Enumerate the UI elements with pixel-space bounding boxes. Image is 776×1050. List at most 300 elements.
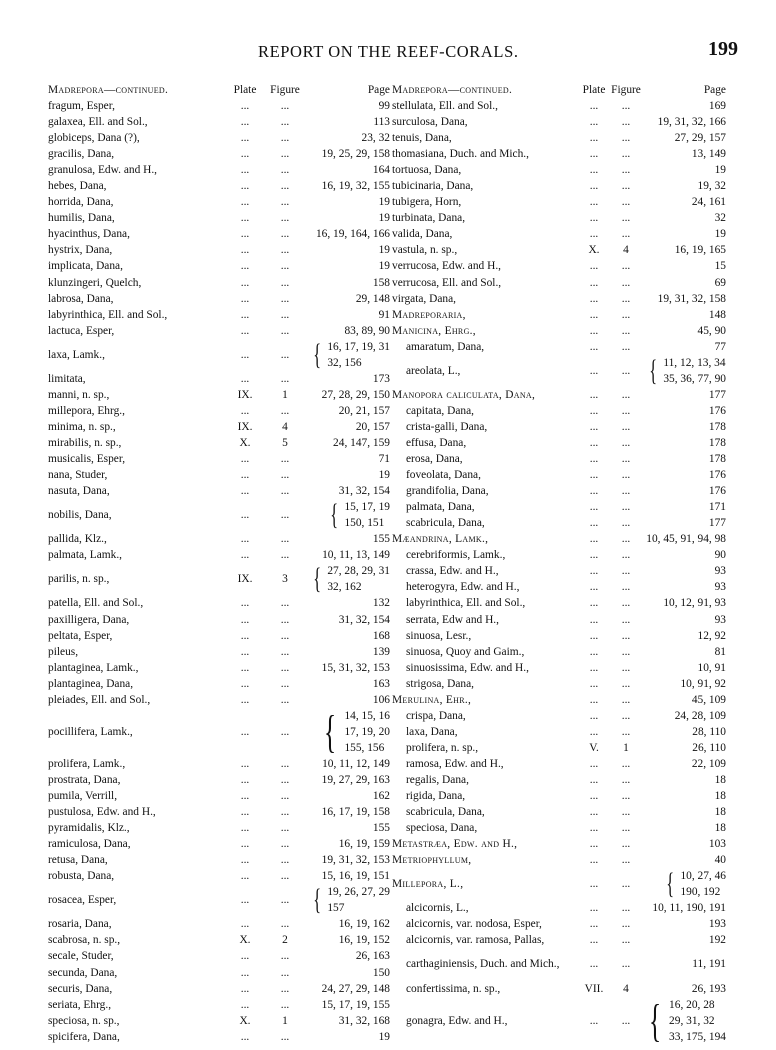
entry-plate: ... — [589, 501, 599, 514]
entry-pages: 19 — [378, 260, 390, 273]
entry-plate: ... — [589, 196, 599, 209]
entry-pages: 168 — [372, 629, 390, 642]
index-entry — [392, 916, 726, 932]
index-entry — [392, 242, 726, 258]
index-entry — [48, 226, 390, 242]
plate-header: Plate — [233, 84, 257, 96]
entry-name: hystrix, Dana, — [48, 244, 113, 257]
entry-pages: 177 — [708, 517, 726, 530]
entry-plate: ... — [240, 485, 250, 498]
entry-pages: 11, 191 — [692, 958, 726, 971]
genus-heading: Madrepora—continued. — [48, 84, 169, 96]
index-entry — [48, 307, 390, 323]
index-entry — [392, 162, 726, 178]
entry-plate: X. — [239, 436, 251, 449]
entry-figure: ... — [621, 436, 631, 449]
entry-plate: ... — [589, 629, 599, 642]
entry-name: pallida, Klz., — [48, 533, 107, 546]
running-title: REPORT ON THE REEF-CORALS. — [258, 42, 519, 61]
page-line: 15, 17, 19 — [344, 501, 390, 514]
entry-figure: ... — [280, 998, 290, 1011]
entry-plate: ... — [589, 693, 599, 706]
entry-name: pileus, — [48, 645, 79, 658]
entry-name: mirabilis, n. sp., — [48, 436, 122, 449]
entry-name: plantaginea, Dana, — [48, 677, 134, 690]
entry-pages: 31, 32, 168 — [338, 1014, 390, 1027]
index-entry — [392, 483, 726, 499]
entry-figure: ... — [280, 308, 290, 321]
brace-glyph: { — [330, 498, 339, 532]
entry-figure: ... — [621, 212, 631, 225]
entry-name: speciosa, Dana, — [406, 822, 478, 835]
entry-figure: ... — [621, 838, 631, 851]
figure-header: Figure — [270, 84, 300, 96]
index-entry — [392, 724, 726, 740]
left-column — [48, 83, 390, 1045]
index-entry — [392, 804, 726, 820]
entry-name: paxilligera, Dana, — [48, 613, 130, 626]
page-line: 27, 28, 29, 31 — [327, 565, 390, 578]
entry-plate: VII. — [584, 982, 604, 995]
entry-name: seriata, Ehrg., — [48, 998, 112, 1011]
index-entry — [392, 852, 726, 868]
index-entry — [392, 579, 726, 595]
entry-pages: 163 — [372, 677, 390, 690]
entry-plate: ... — [589, 581, 599, 594]
entry-figure: ... — [280, 854, 290, 867]
entry-name: Madreporaria, — [392, 308, 466, 321]
entry-name: crista-galli, Dana, — [406, 420, 488, 433]
index-entry — [48, 323, 390, 339]
entry-plate: ... — [240, 1030, 250, 1043]
entry-figure: ... — [621, 196, 631, 209]
entry-name: scabricula, Dana, — [406, 517, 485, 530]
entry-figure: ... — [621, 597, 631, 610]
entry-pages: 176 — [708, 485, 726, 498]
index-entry — [392, 146, 726, 162]
entry-pages: 15, 17, 19, 155 — [321, 998, 390, 1011]
entry-name: scabricula, Dana, — [406, 806, 485, 819]
entry-figure: ... — [280, 950, 290, 963]
entry-pages: 19 — [378, 244, 390, 257]
entry-plate: ... — [589, 364, 599, 377]
entry-plate: ... — [240, 244, 250, 257]
index-entry — [48, 467, 390, 483]
entry-plate: ... — [589, 469, 599, 482]
entry-pages: 16, 19, 164, 166 — [315, 228, 390, 241]
entry-pages: 193 — [708, 918, 726, 931]
entry-figure: ... — [621, 1014, 631, 1027]
entry-name: rosaria, Dana, — [48, 918, 112, 931]
entry-pages — [310, 884, 390, 916]
entry-plate: ... — [589, 292, 599, 305]
entry-figure: ... — [280, 100, 290, 112]
index-entry — [48, 612, 390, 628]
entry-figure: ... — [280, 453, 290, 466]
entry-plate: ... — [240, 677, 250, 690]
entry-figure: ... — [621, 116, 631, 129]
entry-pages: 99 — [378, 100, 390, 112]
entry-pages: 177 — [708, 388, 726, 401]
index-entry — [392, 756, 726, 772]
entry-figure: ... — [621, 132, 631, 145]
index-entry — [48, 868, 390, 884]
entry-figure: ... — [280, 677, 290, 690]
entry-figure: ... — [621, 773, 631, 786]
index-entry — [392, 994, 726, 1046]
entry-name: labyrinthica, Ell. and Sol., — [48, 308, 168, 321]
entry-pages: 93 — [714, 565, 726, 578]
entry-pages: 15, 16, 19, 151 — [321, 870, 390, 883]
entry-figure: ... — [280, 196, 290, 209]
entry-pages: 155 — [372, 822, 390, 835]
entry-name: implicata, Dana, — [48, 260, 123, 273]
entry-plate: ... — [240, 838, 250, 851]
page-header — [0, 38, 776, 64]
entry-plate: X. — [588, 244, 600, 257]
index-entry — [48, 852, 390, 868]
entry-plate: ... — [240, 725, 250, 738]
entry-figure: ... — [280, 838, 290, 851]
entry-name: alcicornis, L., — [406, 902, 469, 915]
entry-figure: ... — [280, 292, 290, 305]
entry-name: alcicornis, var. ramosa, Pallas, — [406, 934, 545, 947]
entry-name: laxa, Lamk., — [48, 348, 105, 361]
page-line: 16, 17, 19, 31 — [327, 340, 390, 353]
index-entry — [48, 194, 390, 210]
index-entry — [48, 547, 390, 563]
entry-figure: ... — [621, 693, 631, 706]
entry-name: robusta, Dana, — [48, 870, 115, 883]
entry-name: surculosa, Dana, — [392, 116, 468, 129]
entry-name: verrucosa, Ell. and Sol., — [392, 276, 502, 289]
page-line: 33, 175, 194 — [669, 1030, 726, 1043]
entry-plate: ... — [240, 260, 250, 273]
entry-figure: ... — [621, 902, 631, 915]
entry-pages: 18 — [714, 773, 726, 786]
entry-figure: ... — [621, 469, 631, 482]
entry-figure: ... — [621, 180, 631, 193]
entry-figure: ... — [280, 348, 290, 361]
page-lines — [344, 499, 390, 531]
index-entry — [48, 660, 390, 676]
entry-figure: ... — [621, 485, 631, 498]
entry-figure: ... — [621, 308, 631, 321]
entry-plate: ... — [589, 324, 599, 337]
entry-plate: ... — [240, 549, 250, 562]
entry-name: minima, n. sp., — [48, 420, 116, 433]
entry-name: patella, Ell. and Sol., — [48, 597, 144, 610]
entry-figure: ... — [621, 645, 631, 658]
entry-figure: ... — [280, 469, 290, 482]
entry-plate: ... — [589, 340, 599, 353]
entry-plate: ... — [240, 918, 250, 931]
entry-plate: ... — [589, 790, 599, 803]
entry-pages: 29, 148 — [355, 292, 390, 305]
entry-figure: ... — [621, 324, 631, 337]
index-entry — [392, 258, 726, 274]
index-entry — [48, 371, 390, 387]
entry-plate: ... — [240, 966, 250, 979]
entry-plate: ... — [589, 878, 599, 891]
entry-name: palmata, Lamk., — [48, 549, 123, 562]
entry-name: labyrinthica, Ell. and Sol., — [406, 597, 526, 610]
entry-figure: ... — [280, 549, 290, 562]
entry-figure: ... — [621, 854, 631, 867]
entry-pages: 18 — [714, 806, 726, 819]
index-entry — [48, 483, 390, 499]
entry-figure: ... — [621, 276, 631, 289]
entry-pages: 19 — [714, 228, 726, 241]
entry-pages: 16, 19, 32, 155 — [321, 180, 390, 193]
entry-figure: ... — [621, 100, 631, 112]
index-entry — [392, 788, 726, 804]
page-header-label: Page — [367, 84, 390, 96]
index-entry — [48, 595, 390, 611]
entry-figure: ... — [280, 276, 290, 289]
entry-pages: 22, 109 — [691, 757, 726, 770]
entry-pages — [644, 994, 726, 1046]
entry-plate: ... — [240, 148, 250, 161]
entry-plate: ... — [240, 509, 250, 522]
plate-header: Plate — [582, 84, 606, 96]
entry-figure: ... — [280, 757, 290, 770]
entry-figure: ... — [621, 918, 631, 931]
entry-plate: ... — [589, 228, 599, 241]
page-lines — [327, 339, 390, 371]
entry-figure: ... — [280, 790, 290, 803]
entry-plate: ... — [589, 725, 599, 738]
entry-figure: ... — [280, 244, 290, 257]
entry-pages: 83, 89, 90 — [344, 324, 390, 337]
entry-figure: ... — [621, 958, 631, 971]
entry-pages: 15 — [714, 260, 726, 273]
entry-name: lactuca, Esper, — [48, 324, 115, 337]
entry-plate: ... — [589, 709, 599, 722]
index-entry — [48, 820, 390, 836]
entry-pages: 91 — [378, 308, 390, 321]
entry-pages — [310, 563, 390, 595]
entry-pages: 19 — [378, 212, 390, 225]
entry-plate: ... — [240, 533, 250, 546]
entry-name: amaratum, Dana, — [406, 340, 485, 353]
entry-plate: ... — [589, 148, 599, 161]
entry-pages: 155 — [372, 533, 390, 546]
entry-name: horrida, Dana, — [48, 196, 114, 209]
entry-figure: ... — [280, 132, 290, 145]
entry-plate: ... — [589, 308, 599, 321]
entry-pages: 24, 147, 159 — [333, 436, 390, 449]
entry-pages: 19, 32 — [697, 180, 726, 193]
entry-figure: ... — [280, 148, 290, 161]
entry-pages: 26, 110 — [692, 741, 726, 754]
figure-header: Figure — [611, 84, 641, 96]
entry-figure: ... — [280, 661, 290, 674]
index-entry — [48, 628, 390, 644]
entry-name: ramiculosa, Dana, — [48, 838, 131, 851]
entry-plate: ... — [589, 549, 599, 562]
entry-pages: 103 — [708, 838, 726, 851]
index-entry — [48, 403, 390, 419]
entry-name: scabrosa, n. sp., — [48, 934, 121, 947]
entry-name: effusa, Dana, — [406, 436, 467, 449]
entry-plate: ... — [589, 838, 599, 851]
entry-plate: ... — [589, 677, 599, 690]
entry-pages: 171 — [708, 501, 726, 514]
entry-name: peltata, Esper, — [48, 629, 113, 642]
entry-name: Metriophyllum, — [392, 854, 472, 867]
entry-name: Merulina, Ehr., — [392, 693, 472, 706]
entry-pages: 10, 45, 91, 94, 98 — [646, 533, 726, 546]
entry-plate: IX. — [237, 573, 253, 586]
entry-name: serrata, Edw and H., — [406, 613, 499, 626]
page-number: 199 — [708, 38, 738, 60]
index-entry — [48, 965, 390, 981]
entry-plate: ... — [589, 1014, 599, 1027]
entry-figure: ... — [280, 509, 290, 522]
entry-name: Millepora, L., — [392, 878, 464, 891]
entry-pages: 32 — [714, 212, 726, 225]
index-entry — [392, 515, 726, 531]
index-entry — [392, 435, 726, 451]
index-entry — [392, 644, 726, 660]
entry-figure: ... — [280, 116, 290, 129]
entry-pages: 20, 21, 157 — [338, 404, 390, 417]
index-entry — [48, 178, 390, 194]
entry-name: prostrata, Dana, — [48, 773, 121, 786]
entry-pages: 150 — [372, 966, 390, 979]
entry-pages — [646, 355, 726, 387]
index-entry — [48, 948, 390, 964]
page-line: 11, 12, 13, 34 — [663, 356, 726, 369]
page-lines — [344, 708, 390, 756]
entry-pages: 24, 161 — [691, 196, 726, 209]
entry-pages: 45, 109 — [691, 693, 726, 706]
entry-plate: ... — [589, 100, 599, 112]
index-entry — [392, 868, 726, 900]
index-entry — [48, 692, 390, 708]
brace-glyph: { — [313, 337, 322, 371]
entry-name: secale, Studer, — [48, 950, 114, 963]
entry-plate: ... — [589, 773, 599, 786]
entry-figure: ... — [621, 404, 631, 417]
entry-pages — [319, 705, 390, 757]
entry-plate: ... — [240, 404, 250, 417]
entry-pages: 16, 19, 162 — [338, 918, 390, 931]
entry-plate: ... — [589, 116, 599, 129]
index-entry — [392, 451, 726, 467]
entry-pages: 26, 193 — [691, 982, 726, 995]
entry-pages: 192 — [708, 934, 726, 947]
entry-figure: ... — [280, 966, 290, 979]
index-entry — [392, 291, 726, 307]
entry-plate: ... — [240, 982, 250, 995]
entry-plate: ... — [240, 773, 250, 786]
index-entry — [48, 451, 390, 467]
page-line: 150, 151 — [344, 517, 385, 530]
entry-plate: ... — [240, 228, 250, 241]
entry-figure: ... — [280, 806, 290, 819]
entry-pages: 90 — [714, 549, 726, 562]
entry-plate: ... — [589, 212, 599, 225]
entry-name: pocillifera, Lamk., — [48, 725, 133, 738]
index-entry — [392, 499, 726, 515]
entry-figure: ... — [280, 613, 290, 626]
entry-name: Manicina, Ehrg., — [392, 324, 476, 337]
entry-pages: 19 — [714, 164, 726, 177]
entry-figure: ... — [621, 364, 631, 377]
index-entry — [48, 275, 390, 291]
index-entry — [48, 804, 390, 820]
entry-plate: ... — [589, 806, 599, 819]
entry-name: millepora, Ehrg., — [48, 404, 125, 417]
entry-pages: 19 — [378, 1030, 390, 1043]
entry-figure: ... — [280, 533, 290, 546]
index-entry — [392, 210, 726, 226]
entry-pages: 178 — [708, 420, 726, 433]
right-column — [392, 83, 726, 1045]
entry-plate: ... — [240, 629, 250, 642]
entry-figure: ... — [280, 260, 290, 273]
entry-name: tortuosa, Dana, — [392, 164, 462, 177]
entry-plate: ... — [240, 453, 250, 466]
brace-glyph: { — [666, 867, 675, 901]
entry-figure: ... — [621, 533, 631, 546]
brace-glyph: { — [648, 994, 662, 1046]
entry-name: limitata, — [48, 372, 86, 385]
entry-pages — [663, 868, 726, 900]
entry-figure: 2 — [282, 934, 288, 947]
entry-plate: ... — [589, 597, 599, 610]
index-entry — [48, 932, 390, 948]
entry-pages: 18 — [714, 790, 726, 803]
entry-pages: 16, 19, 165 — [674, 244, 726, 257]
entry-plate: ... — [589, 958, 599, 971]
entry-name: foveolata, Dana, — [406, 469, 481, 482]
entry-name: speciosa, n. sp., — [48, 1014, 120, 1027]
entry-plate: ... — [589, 822, 599, 835]
index-entry — [392, 339, 726, 355]
index-entry — [392, 403, 726, 419]
entry-pages: 19, 25, 29, 158 — [321, 148, 390, 161]
index-entry — [48, 114, 390, 130]
entry-name: secunda, Dana, — [48, 966, 118, 979]
entry-plate: ... — [589, 260, 599, 273]
entry-plate: ... — [240, 100, 250, 112]
entry-figure: ... — [621, 164, 631, 177]
entry-plate: ... — [589, 404, 599, 417]
entry-name: ramosa, Edw. and H., — [406, 757, 504, 770]
entry-figure: ... — [621, 709, 631, 722]
entry-name: carthaginiensis, Duch. and Mich., — [406, 958, 560, 971]
entry-name: grandifolia, Dana, — [406, 485, 489, 498]
entry-plate: V. — [589, 741, 599, 754]
page-line: 29, 31, 32 — [669, 1014, 715, 1027]
index-entry — [392, 387, 726, 403]
index-entry — [48, 836, 390, 852]
index-entry — [392, 194, 726, 210]
entry-pages: 19, 27, 29, 163 — [321, 773, 390, 786]
page-line: 32, 162 — [327, 581, 362, 594]
entry-name: valida, Dana, — [392, 228, 453, 241]
brace-glyph: { — [649, 353, 658, 387]
entry-pages: 15, 31, 32, 153 — [321, 661, 390, 674]
entry-name: tubicinaria, Dana, — [392, 180, 474, 193]
index-entry — [48, 788, 390, 804]
entry-name: prolifera, Lamk., — [48, 757, 126, 770]
index-entry — [48, 997, 390, 1013]
index-entry — [392, 130, 726, 146]
